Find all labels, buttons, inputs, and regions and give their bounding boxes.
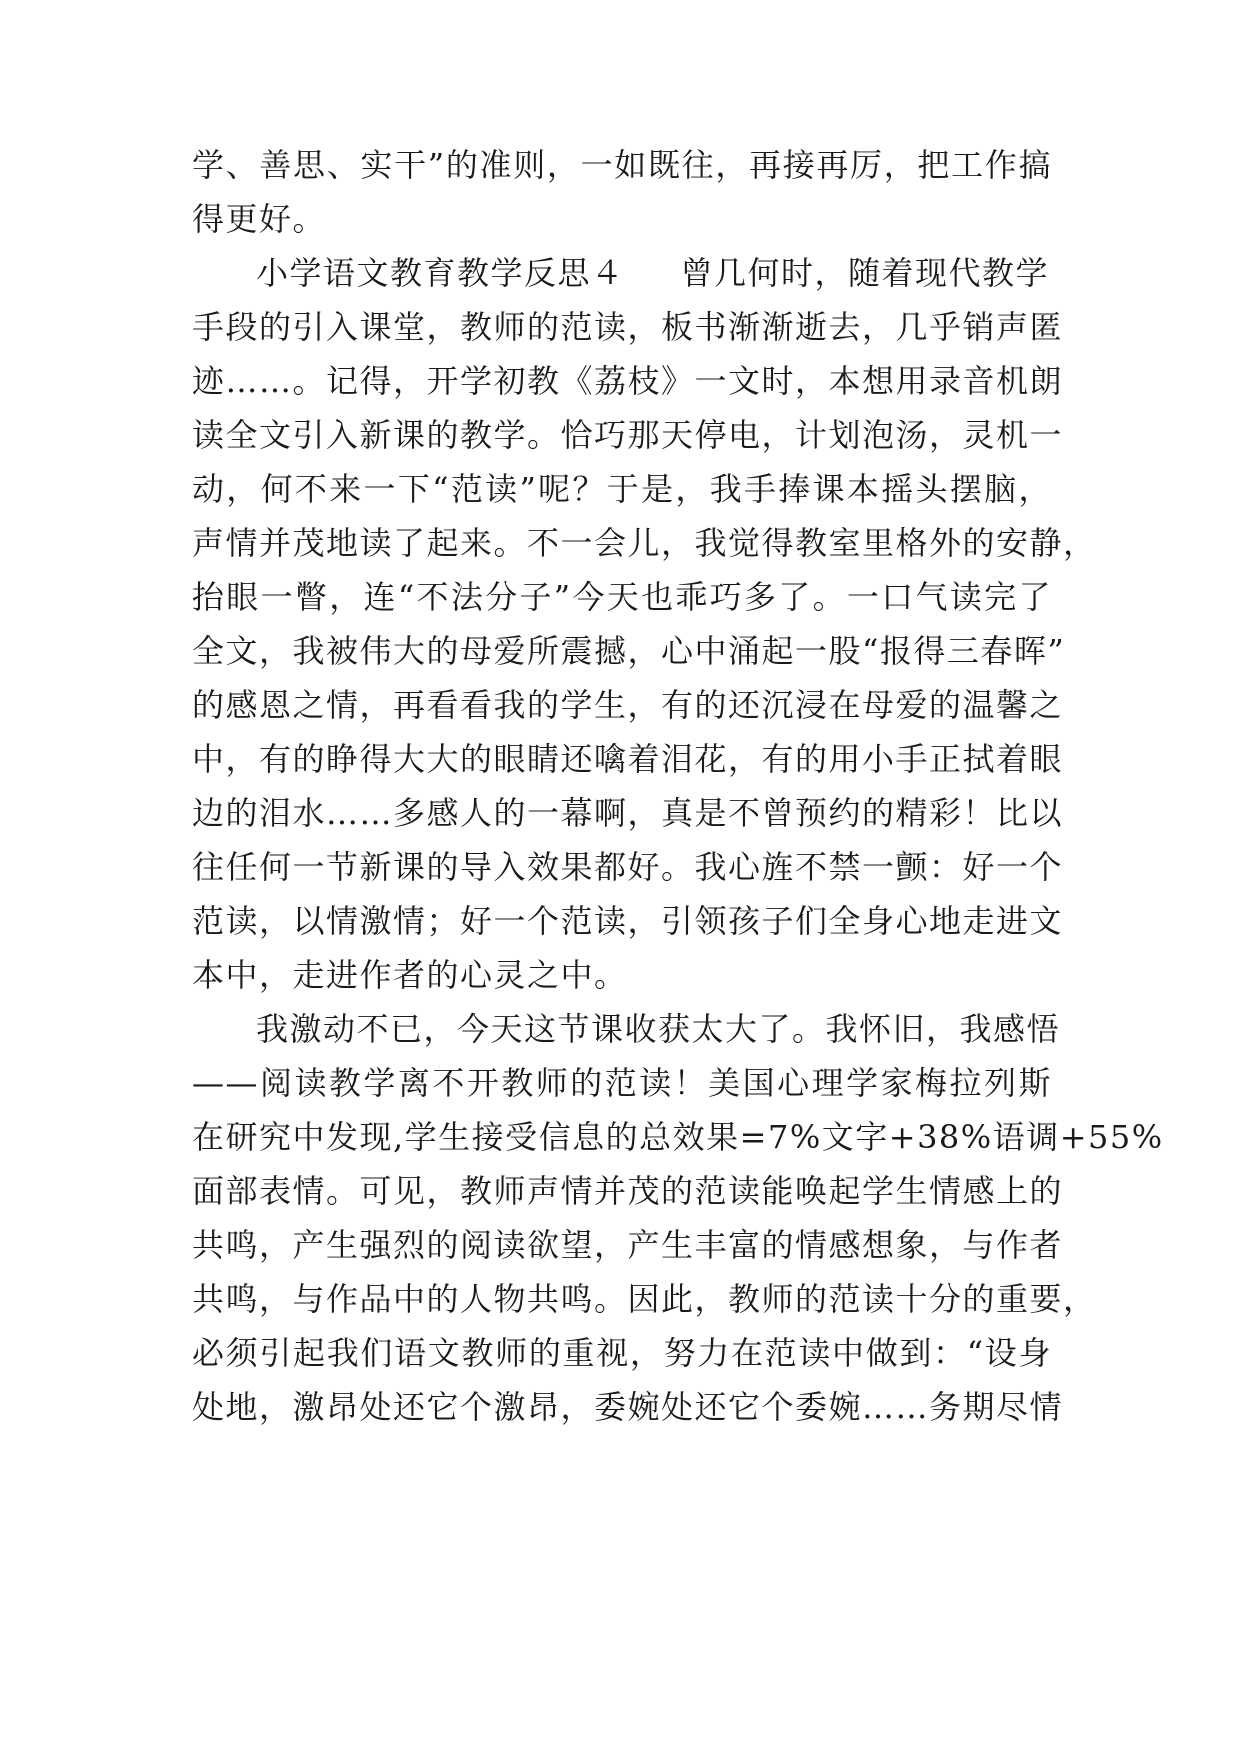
text-line: 范读，以情激情；好一个范读，引领孩子们全身心地走进文 [192, 902, 1064, 940]
text-line: 读全文引入新课的教学。恰巧那天停电，计划泡汤，灵机一 [192, 416, 1064, 454]
text-line: 全文，我被伟大的母爱所震撼，心中涌起一股“报得三春晖” [192, 632, 1066, 670]
text-line: 必须引起我们语文教师的重视，努力在范读中做到：“设身 [192, 1334, 1052, 1372]
text-line: 声情并茂地读了起来。不一会儿，我觉得教室里格外的安静， [192, 524, 1097, 562]
text-line: 处地，激昂处还它个激昂，委婉处还它个委婉……务期尽情 [192, 1388, 1064, 1426]
section-first-text: 曾几何时，随着现代教学 [680, 254, 1050, 292]
text-line: 迹……。记得，开学初教《荔枝》一文时，本想用录音机朗 [192, 362, 1064, 400]
text-line: 中，有的睁得大大的眼睛还噙着泪花，有的用小手正拭着眼 [192, 740, 1064, 778]
text-line: 共鸣，与作品中的人物共鸣。因此，教师的范读十分的重要， [192, 1280, 1097, 1318]
text-line: 手段的引入课堂，教师的范读，板书渐渐逝去，几乎销声匿 [192, 308, 1064, 346]
text-line: 动，何不来一下“范读”呢？于是，我手捧课本摇头摆脑， [192, 470, 1052, 508]
text-line: 的感恩之情，再看看我的学生，有的还沉浸在母爱的温馨之 [192, 686, 1064, 724]
text-line: 我激动不已，今天这节课收获太大了。我怀旧，我感悟 [256, 1010, 1061, 1048]
text-line: 共鸣，产生强烈的阅读欲望，产生丰富的情感想象，与作者 [192, 1226, 1064, 1264]
text-line: 面部表情。可见，教师声情并茂的范读能唤起学生情感上的 [192, 1172, 1064, 1210]
section-heading-line [256, 253, 1052, 293]
text-line: 在研究中发现,学生接受信息的总效果=7%文字+38%语调+55% [192, 1118, 1164, 1156]
section-title: 小学语文教育教学反思４ [256, 254, 625, 292]
text-line: 学、善思、实干”的准则，一如既往，再接再厉，把工作搞 [192, 146, 1052, 184]
text-line: 得更好。 [192, 200, 327, 238]
text-line: ——阅读教学离不开教师的范读！美国心理学家梅拉列斯 [192, 1064, 1052, 1102]
text-line: 本中，走进作者的心灵之中。 [192, 956, 628, 994]
text-line: 往任何一节新课的导入效果都好。我心旌不禁一颤：好一个 [192, 848, 1064, 886]
text-line: 抬眼一瞥，连“不法分子”今天也乖巧多了。一口气读完了 [192, 578, 1052, 616]
text-line: 边的泪水……多感人的一幕啊，真是不曾预约的精彩！比以 [192, 794, 1064, 832]
